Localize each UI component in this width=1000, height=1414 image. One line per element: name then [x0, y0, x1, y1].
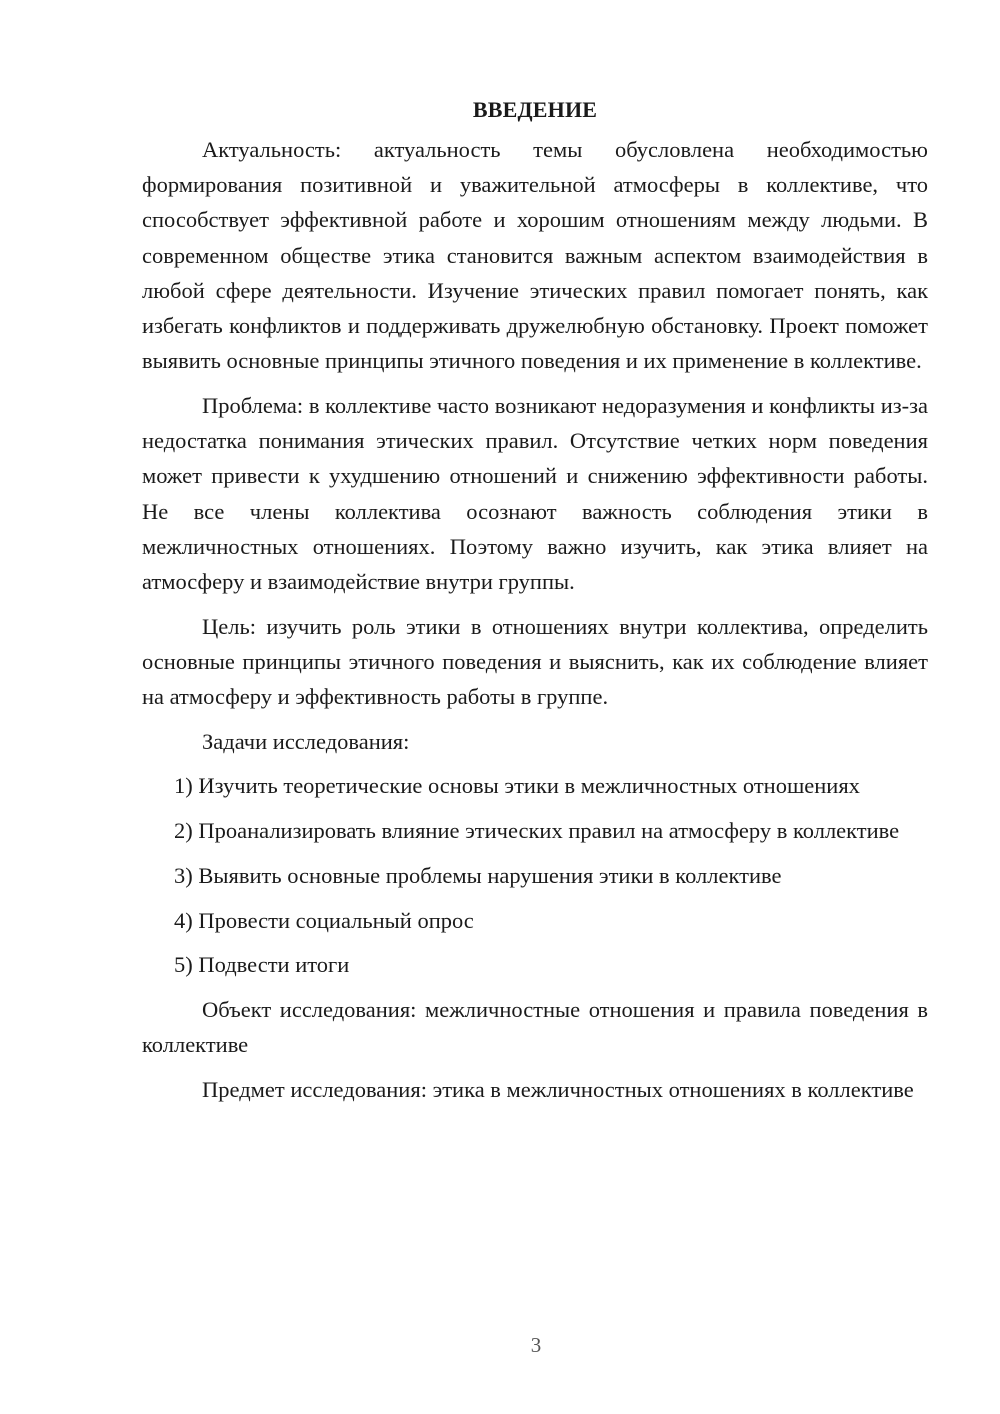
- list-item: 1) Изучить теоретические основы этики в межличностных отношениях: [174, 773, 860, 799]
- tasks-list: [142, 768, 928, 982]
- list-item: 4) Провести социальный опрос: [174, 907, 474, 933]
- subject-paragraph: Предмет исследования: этика в межличностных отношениях в коллективе: [202, 1076, 914, 1102]
- list-item: 2) Проанализировать влияние этических правил на атмосферу в коллективе: [174, 818, 900, 844]
- goal-paragraph: Цель: изучить роль этики в отношениях внутри коллектива, определить основные принципы этичного поведения и выяснить, как их соблюдение влияет на атмосферу и эффективность работы в группе.: [142, 613, 928, 710]
- document-page: [142, 92, 928, 1117]
- problem-paragraph: Проблема: в коллективе часто возникают недоразумения и конфликты из-за недостатка понимания этических правил. Отсутствие четких норм поведения может привести к ухудшению отношений и снижению эффективности работы. Не все члены коллектива осознают важность соблюдения этики в межличностных отношениях. Поэтому важно изучить, как этика влияет на атмосферу и взаимодействие внутри группы.: [142, 392, 928, 594]
- tasks-heading: Задачи исследования:: [202, 728, 410, 754]
- object-paragraph: Объект исследования: межличностные отношения и правила поведения в коллективе: [142, 996, 928, 1058]
- relevance-paragraph: Актуальность: актуальность темы обусловлена необходимостью формирования позитивной и уважительной атмосферы в коллективе, что способствует эффективной работе и хорошим отношениям между людьми. В современном обществе этика становится важным аспектом взаимодействия в любой сфере деятельности. Изучение этических правил помогает понять, как избегать конфликтов и поддерживать дружелюбную обстановку. Проект поможет выявить основные принципы этичного поведения и их применение в коллективе.: [142, 137, 928, 374]
- section-title: ВВЕДЕНИЕ: [472, 97, 598, 122]
- page-number: 3: [530, 1333, 542, 1357]
- list-item: 5) Подвести итоги: [174, 952, 350, 978]
- list-item: 3) Выявить основные проблемы нарушения этики в коллективе: [174, 862, 782, 888]
